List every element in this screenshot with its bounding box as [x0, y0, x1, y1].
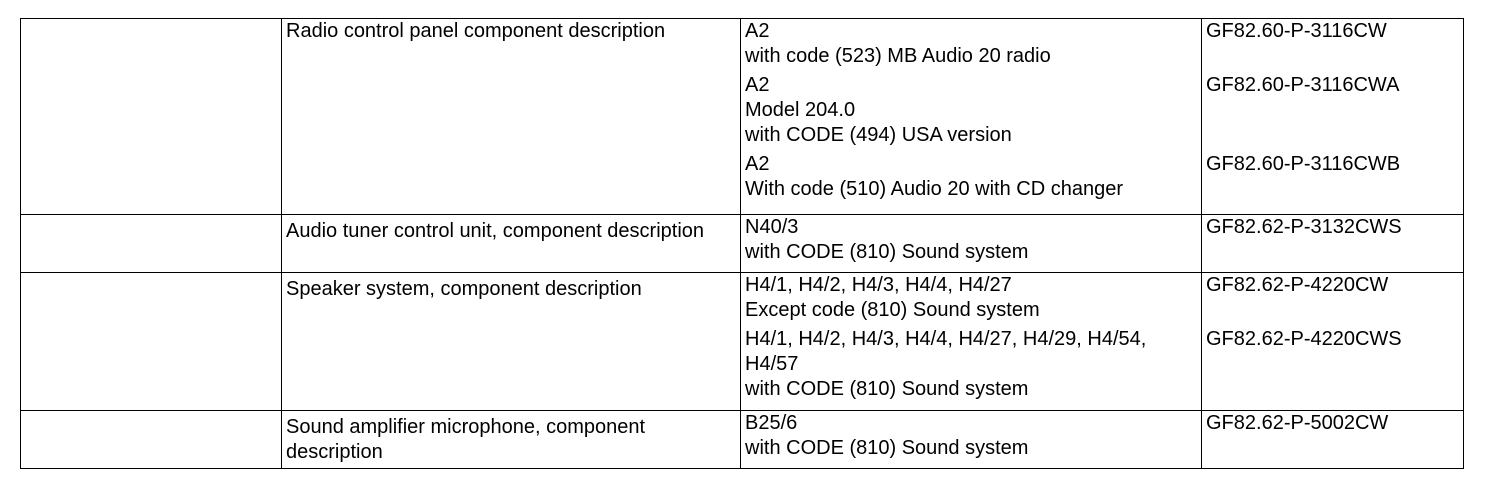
code-entry: A2 with code (523) MB Audio 20 radio — [745, 20, 1051, 67]
group-cell — [21, 411, 282, 469]
document-table — [20, 18, 1464, 469]
codes-cell — [741, 411, 1202, 469]
code-entry: N40/3 with CODE (810) Sound system — [745, 216, 1029, 263]
codes-cell — [741, 19, 1202, 215]
code-entry: A2 With code (510) Audio 20 with CD changer — [745, 153, 1123, 200]
group-cell — [21, 273, 282, 411]
description-cell: Radio control panel component description — [282, 19, 741, 215]
code-entry: H4/1, H4/2, H4/3, H4/4, H4/27 Except code (810) Sound system — [745, 274, 1040, 321]
document-link[interactable]: GF82.62-P-4220CWS — [1206, 328, 1402, 350]
document-links-cell — [1202, 273, 1464, 411]
document-links-cell — [1202, 19, 1464, 215]
group-cell — [21, 215, 282, 273]
document-link[interactable]: GF82.60-P-3116CWB — [1206, 153, 1401, 175]
document-link[interactable]: GF82.60-P-3116CW — [1206, 20, 1387, 42]
description-cell: Sound amplifier microphone, component description — [282, 411, 741, 469]
document-link[interactable]: GF82.62-P-3132CWS — [1206, 216, 1402, 238]
description-cell: Audio tuner control unit, component description — [282, 215, 741, 273]
document-link[interactable]: GF82.62-P-5002CW — [1206, 412, 1389, 434]
code-entry: B25/6 with CODE (810) Sound system — [745, 412, 1029, 459]
table-row — [21, 215, 1464, 273]
table-row — [21, 19, 1464, 215]
description-cell: Speaker system, component description — [282, 273, 741, 411]
code-entry: A2 Model 204.0 with CODE (494) USA version — [745, 74, 1012, 146]
code-entry: H4/1, H4/2, H4/3, H4/4, H4/27, H4/29, H4/54, H4/57 with CODE (810) Sound system — [745, 328, 1147, 400]
group-cell — [21, 19, 282, 215]
document-links-cell — [1202, 215, 1464, 273]
codes-cell — [741, 215, 1202, 273]
table-row — [21, 411, 1464, 469]
codes-cell — [741, 273, 1202, 411]
table-row — [21, 273, 1464, 411]
document-link[interactable]: GF82.62-P-4220CW — [1206, 274, 1389, 296]
document-link[interactable]: GF82.60-P-3116CWA — [1206, 74, 1400, 96]
document-links-cell — [1202, 411, 1464, 469]
